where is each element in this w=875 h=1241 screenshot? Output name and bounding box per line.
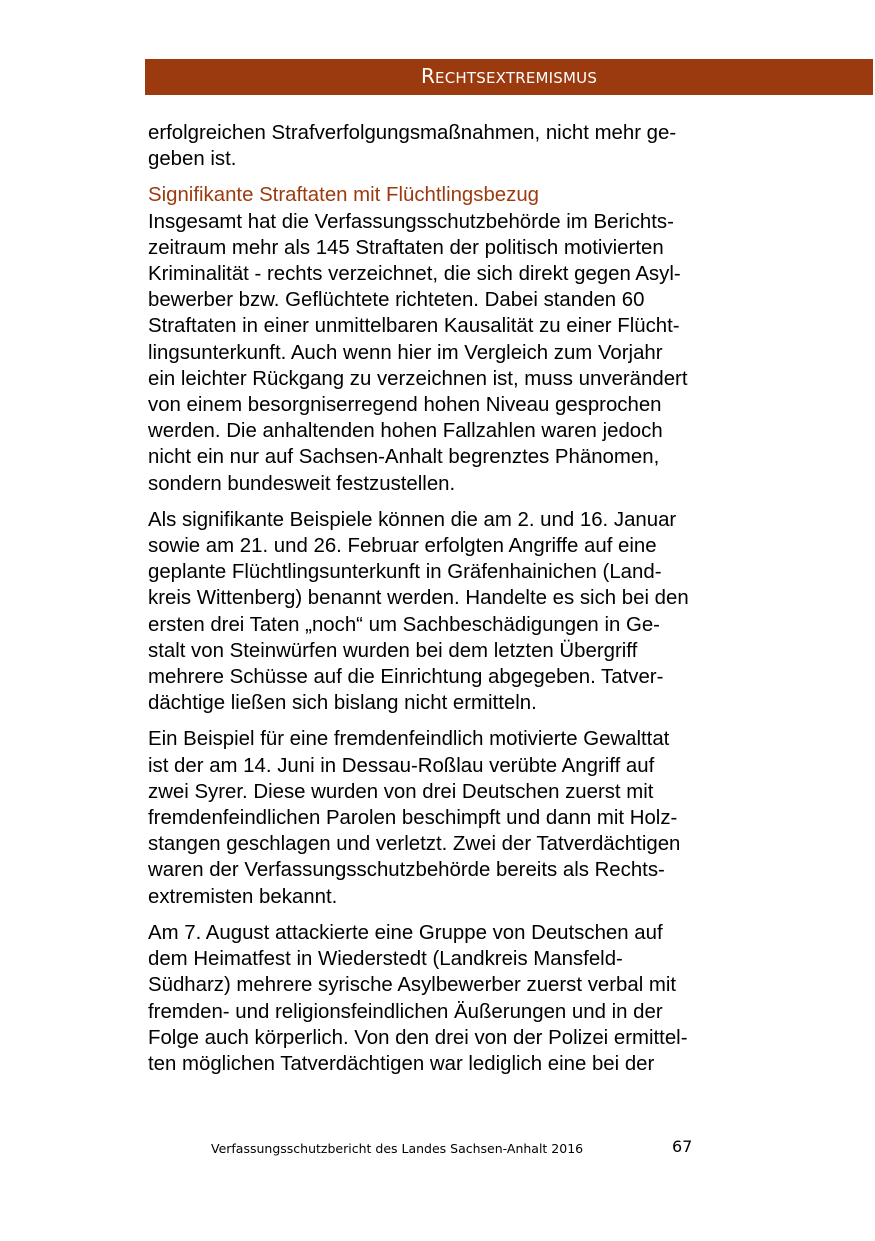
main-text	[148, 120, 760, 1087]
paragraph-dessau-rosslau: Ein Beispiel für eine fremdenfeindlich motivierte Gewalttat ist der am 14. Juni in Dessau-Roßlau verübte Angriff auf zwei Syrer. Diese wurden von drei Deutschen zuerst mit fremdenfeindlichen Parolen beschimpft und dann mit Holz- stangen geschlagen und verletzt. Zwei der Tatverdächtigen waren der Verfassungsschutzbehörde bereits als Rechts- extremisten bekannt.	[148, 728, 681, 908]
section-title-initial: R	[420, 64, 436, 88]
paragraph-statistics: Insgesamt hat die Verfassungsschutzbehörde im Berichts- zeitraum mehr als 145 Straftaten der politisch motivierten Kriminalität - rechts verzeichnet, die sich direkt gegen Asyl- bewerber bzw. Geflüchtete richteten. Dabei standen 60 Straftaten in einer unmittelbaren Kausalität zu einer Flücht- lingsunterkunft. Auch wenn hier im Vergleich zum Vorjahr ein leichter Rückgang zu verzeichnen ist, muss unverändert von einem besorgniserregend hohen Niveau gesprochen werden. Die anhaltenden hohen Fallzahlen waren jedoch nicht ein nur auf Sachsen-Anhalt begrenztes Phänomen, sondern bundesweit festzustellen.	[148, 210, 688, 495]
section-title-rest: ECHTSEXTREMISMUS	[435, 69, 598, 87]
subheading: Signifikante Straftaten mit Flüchtlingsbezug	[148, 184, 540, 207]
paragraph-wiederstedt: Am 7. August attackierte eine Gruppe von Deutschen auf dem Heimatfest in Wiederstedt (Landkreis Mansfeld- Südharz) mehrere syrische Asylbewerber zuerst verbal mit fremden- und religionsfeindlichen Äußerungen und in der Folge auch körperlich. Von den drei von der Polizei ermittel- ten möglichen Tatverdächtigen war lediglich eine bei der	[148, 921, 688, 1075]
footer-report-title: Verfassungsschutzbericht des Landes Sachsen-Anhalt 2016	[211, 1141, 584, 1156]
paragraph-graefenhainichen: Als signifikante Beispiele können die am 2. und 16. Januar sowie am 21. und 26. Februar erfolgten Angriffe auf eine geplante Flüchtlingsunterkunft in Gräfenhainichen (Land- kreis Wittenberg) benannt werden. Handelte es sich bei den ersten drei Taten „noch“ um Sachbeschädigungen in Ge- stalt von Steinwürfen wurden bei dem letzten Übergriff mehrere Schüsse auf die Einrichtung abgegeben. Tatver- dächtige ließen sich bislang nicht ermitteln.	[148, 508, 689, 715]
section-header-bar	[145, 59, 873, 95]
section-title	[145, 64, 873, 88]
page-number: 67	[672, 1137, 693, 1156]
paragraph-continuation: erfolgreichen Strafverfolgungsmaßnahmen, nicht mehr ge- geben ist.	[148, 122, 677, 171]
